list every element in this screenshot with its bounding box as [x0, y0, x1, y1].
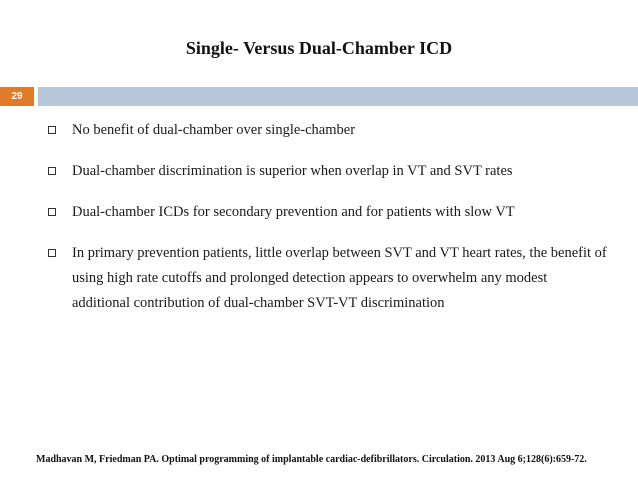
header-rule	[0, 87, 638, 106]
bullet-item	[48, 241, 608, 316]
bullet-text: No benefit of dual-chamber over single-chamber	[72, 122, 356, 138]
rule-bar-fill	[38, 87, 638, 106]
square-bullet-icon	[48, 208, 56, 216]
bullet-item	[48, 159, 608, 184]
slide-number-badge: 29	[0, 87, 34, 106]
slide-title: Single- Versus Dual-Chamber ICD	[185, 38, 453, 58]
square-bullet-icon	[48, 167, 56, 175]
bullet-item	[48, 118, 608, 143]
square-bullet-icon	[48, 249, 56, 257]
citation-text: Madhavan M, Friedman PA. Optimal programming of implantable cardiac-defibrillators. Circulation. 2013 Aug 6;128(6):659-72.	[36, 454, 587, 465]
bullet-text: Dual-chamber ICDs for secondary prevention and for patients with slow VT	[72, 204, 515, 220]
bullet-item	[48, 200, 608, 225]
bullet-text: Dual-chamber discrimination is superior when overlap in VT and SVT rates	[72, 163, 513, 179]
bullet-text: In primary prevention patients, little overlap between SVT and VT heart rates, the benefit of using high rate cutoffs and prolonged detection appears to overwhelm any modest additional contribution of dual-chamber SVT-VT discrimination	[72, 245, 607, 311]
square-bullet-icon	[48, 126, 56, 134]
bullet-list	[48, 118, 608, 332]
